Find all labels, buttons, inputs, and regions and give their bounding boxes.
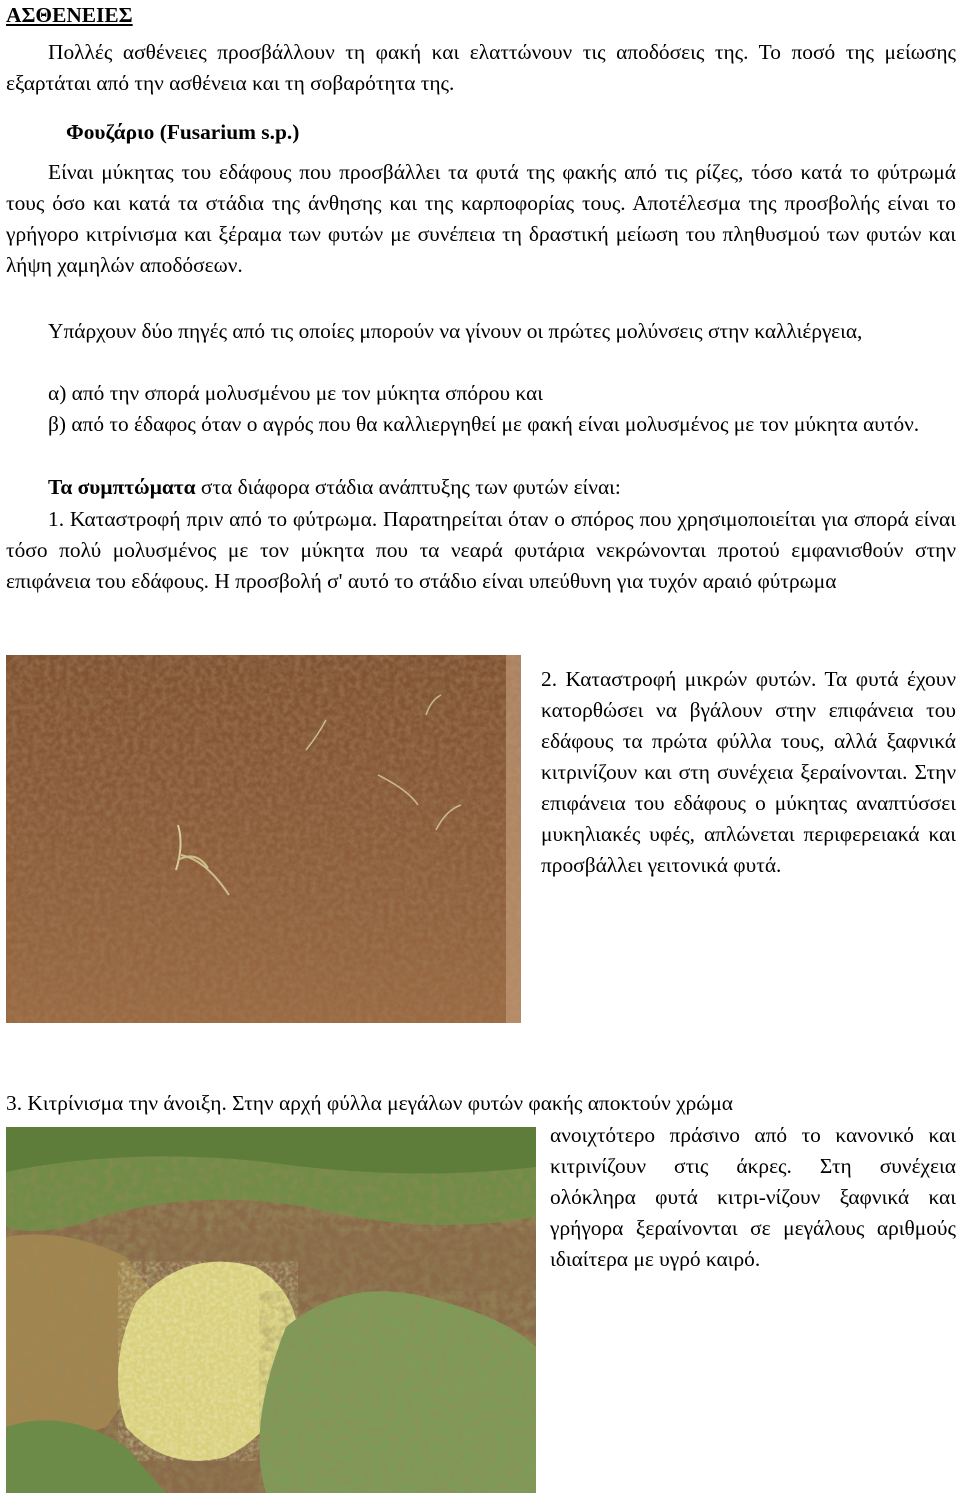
symptom-2: 2. Καταστροφή μικρών φυτών. Τα φυτά έχουν κατορθώσει να βγάλουν στην επιφάνεια του εδάφους τα πρώτα φύλλα τους, αλλά ξαφνικά κιτρινίζουν και στη συνέχεια ξεραίνονται. Στην επιφάνεια του εδάφους ο μύκητας αναπτύσσει μυκηλιακές υφές, απλώνεται περιφερειακά και προσβάλλει γειτονικά φυτά. — [541, 667, 956, 877]
symptom-1: 1. Καταστροφή πριν από το φύτρωμα. Παρατηρείται όταν ο σπόρος που χρησιμοποιείται για σπορά είναι τόσο πολύ μολυσμένος με τον μύκητα που τα νεαρά φυτάρια νεκρώνονται προτού εμφανισθούν στην επιφάνεια του εδάφους. Η προσβολή σ' αυτό το στάδιο είναι υπεύθυνη για τυχόν αραιό φύτρωμα — [6, 507, 956, 593]
page-title: ΑΣΘΕΝΕΙΕΣ — [6, 3, 133, 27]
soil-seedlings-photo — [6, 655, 521, 1023]
yellowing-plants-image — [6, 1127, 536, 1493]
fusarium-description: Είναι μύκητας του εδάφους που προσβάλλει τα φυτά της φακής από τις ρίζες, τόσο κατά το φύτρωμά τους όσο και κατά τα στάδια της άνθησης και της καρποφορίας τους. Αποτέλεσμα της προσβολής είναι το γρήγορο κιτρίνισμα και ξέραμα των φυτών με συνέπεια τη δραστική μείωση του πληθυσμού των φυτών και λήψη χαμηλών αποδόσεων. — [6, 160, 956, 277]
soil-seedlings-image — [6, 655, 521, 1023]
symptom-3-continued: ανοιχτότερο πράσινο από το κανονικό και κιτρινίζουν στις άκρες. Στη συνέχεια ολόκληρα φυτά κιτρι-νίζουν ξαφνικά και γρήγορα ξεραίνονται σε μεγάλους αριθμούς ιδιαίτερα με υγρό καιρό. — [550, 1123, 956, 1271]
intro-paragraph: Πολλές ασθένειες προσβάλλουν τη φακή και ελαττώνουν τις αποδόσεις της. Το ποσό της μείωσης εξαρτάται από την ασθένεια και τη σοβαρότητα της. — [6, 40, 956, 95]
infection-source-b: β) από το έδαφος όταν ο αγρός που θα καλλιεργηθεί με φακή είναι μολυσμένος με τον μύκητα αυτόν. — [48, 412, 920, 436]
symptoms-rest: στα διάφορα στάδια ανάπτυξης των φυτών είναι: — [195, 475, 621, 499]
infection-sources: Υπάρχουν δύο πηγές από τις οποίες μπορούν να γίνουν οι πρώτες μολύνσεις στην καλλιέργεια, — [48, 319, 863, 343]
section-heading-fusarium: Φουζάριο (Fusarium s.p.) — [66, 120, 300, 144]
infection-source-a: α) από την σπορά μολυσμένου με τον μύκητα σπόρου και — [48, 381, 543, 405]
yellowing-plants-photo — [6, 1127, 536, 1493]
symptoms-bold: Τα συμπτώματα — [48, 475, 196, 499]
symptoms-intro — [6, 472, 956, 503]
symptom-3-first-line: 3. Κιτρίνισμα την άνοιξη. Στην αρχή φύλλα μεγάλων φυτών φακής αποκτούν χρώμα — [6, 1091, 734, 1115]
